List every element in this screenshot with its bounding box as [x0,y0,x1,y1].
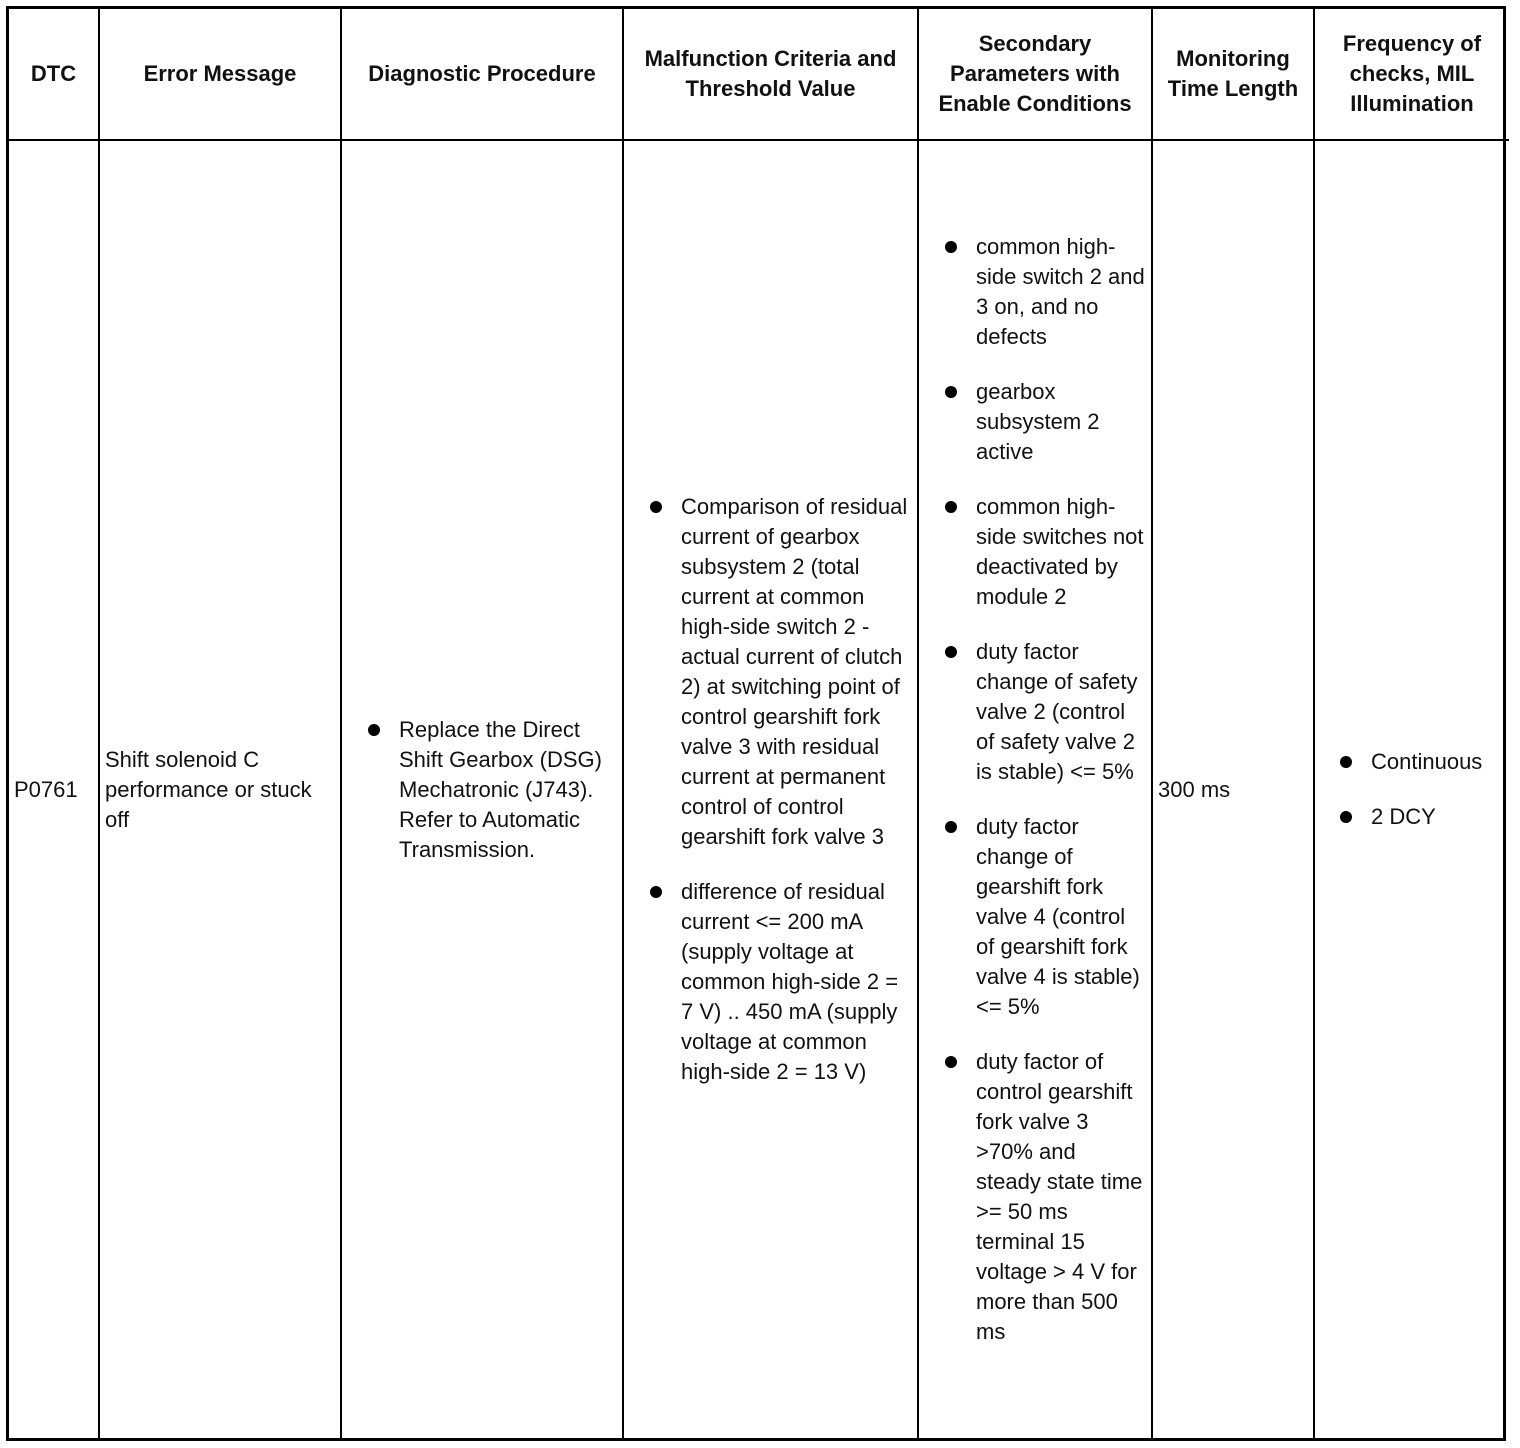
cell-dtc: P0761 [9,140,99,1438]
cell-diagnostic-procedure [341,140,623,1438]
list-item-text: 2 DCY [1371,804,1436,829]
header-diagnostic-procedure: Diagnostic Procedure [341,9,623,140]
cell-error-message: Shift solenoid C performance or stuck off [99,140,341,1438]
bullet-icon [650,886,662,898]
list-item [943,232,1146,352]
cell-frequency [1314,140,1509,1438]
cell-malfunction-criteria [623,140,918,1438]
list-item-text: difference of residual current <= 200 mA (supply voltage at common high-side 2 = 7 V) .. 450 mA (supply voltage at common high-side 2 = 13 V) [681,879,899,1084]
list-item-text: Replace the Direct Shift Gearbox (DSG) Mechatronic (J743). Refer to Automatic Transmission. [399,716,602,862]
header-frequency: Frequency of checks, MIL Illumination [1314,9,1509,140]
bullet-icon [945,1056,957,1068]
cell-monitoring-time: 300 ms [1152,140,1314,1438]
bullet-icon [1340,756,1352,768]
list-item [366,715,617,865]
header-dtc: DTC [9,9,99,140]
list-item [648,877,912,1087]
bullet-icon [1340,811,1352,823]
table-row [9,140,1509,1438]
bullet-icon [945,646,957,658]
list-item [943,1047,1146,1347]
list-item-text: Continuous [1371,749,1483,774]
list-item-text: common high-side switch 2 and 3 on, and no defects [976,234,1145,349]
bullet-icon [945,386,957,398]
cell-secondary-parameters [918,140,1152,1438]
list-item-text: common high-side switches not deactivated by module 2 [976,494,1144,609]
dtc-table [9,9,1509,1438]
secondary-parameters-list [924,232,1146,1347]
bullet-icon [945,241,957,253]
list-item [1338,802,1504,832]
header-error-message: Error Message [99,9,341,140]
list-item [648,492,912,852]
header-row [9,9,1509,140]
bullet-icon [945,501,957,513]
list-item [943,377,1146,467]
bullet-icon [650,501,662,513]
list-item [943,637,1146,787]
list-item-text: gearbox subsystem 2 active [976,379,1100,464]
dtc-table-frame [6,6,1506,1441]
list-item-text: duty factor of control gearshift fork valve 3 >70% and steady state time >= 50 ms terminal 15 voltage > 4 V for more than 500 ms [976,1049,1143,1344]
list-item [943,492,1146,612]
header-monitoring-time: Monitoring Time Length [1152,9,1314,140]
list-item-text: duty factor change of gearshift fork valve 4 (control of gearshift fork valve 4 is stable) <= 5% [976,814,1140,1019]
frequency-list [1320,747,1504,832]
bullet-icon [945,821,957,833]
list-item-text: duty factor change of safety valve 2 (control of safety valve 2 is stable) <= 5% [976,639,1138,784]
malfunction-criteria-list [629,492,912,1087]
header-secondary-parameters: Secondary Parameters with Enable Conditions [918,9,1152,140]
bullet-icon [368,724,380,736]
header-malfunction-criteria: Malfunction Criteria and Threshold Value [623,9,918,140]
list-item-text: Comparison of residual current of gearbox subsystem 2 (total current at common high-side switch 2 -actual current of clutch 2) at switching point of control gearshift fork valve 3 with residual current at permanent control of control gearshift fork valve 3 [681,494,908,849]
list-item [943,812,1146,1022]
list-item [1338,747,1504,777]
diagnostic-procedure-list [347,715,617,865]
